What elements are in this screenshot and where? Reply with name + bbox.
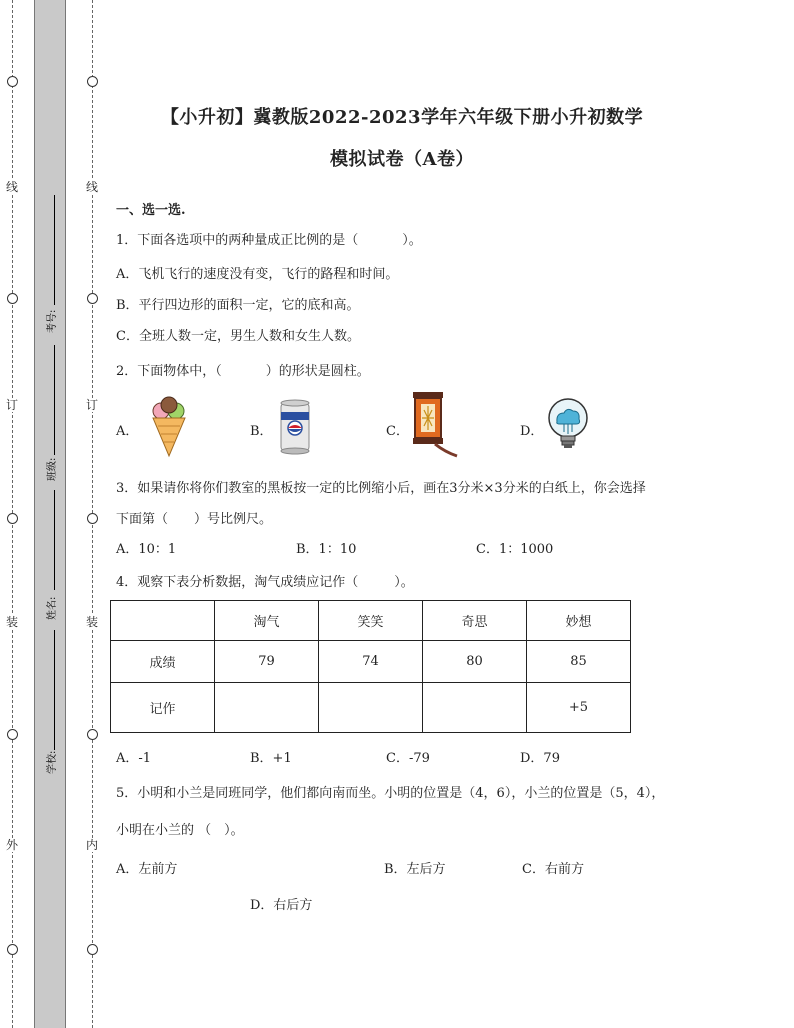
question-2-option-d[interactable]: D． [520, 424, 544, 439]
binding-hole [87, 729, 98, 740]
question-3-stem-text: 下面第（ [116, 512, 169, 527]
margin-char-ding: 订 [86, 398, 99, 412]
field-school-label: 学校: [47, 750, 58, 774]
table-cell [111, 601, 215, 641]
ice-cream-icon [150, 396, 188, 458]
field-class-line[interactable] [54, 345, 55, 455]
question-5-option-d[interactable]: D．右后方 [250, 898, 313, 913]
score-table [110, 600, 631, 733]
question-4-option-b[interactable]: B．+1 [250, 751, 292, 766]
question-5-stem-line2: 小明在小兰的 （ ）。 [116, 823, 244, 838]
table-cell: 记作 [111, 683, 215, 733]
table-cell: +5 [527, 683, 631, 733]
table-cell: 成绩 [111, 641, 215, 683]
margin-char-zhuang: 装 [6, 615, 19, 629]
margin-char-wai: 外 [6, 838, 19, 852]
page-subtitle: 模拟试卷（A卷） [330, 149, 474, 170]
question-5-option-b[interactable]: B．左后方 [384, 862, 446, 877]
field-school-line[interactable] [54, 630, 55, 750]
question-1-stem-text: 1．下面各选项中的两种量成正比例的是（ [116, 233, 359, 248]
binding-hole [87, 513, 98, 524]
lantern-icon [405, 390, 461, 462]
binding-hole [87, 944, 98, 955]
table-cell[interactable] [215, 683, 319, 733]
question-5-option-c[interactable]: C．右前方 [522, 862, 584, 877]
table-cell: 淘气 [215, 601, 319, 641]
margin-char-line: 线 [86, 180, 99, 194]
binding-hole [7, 513, 18, 524]
question-4-stem [116, 571, 414, 590]
question-5-stem-line1: 5．小明和小兰是同班同学，他们都向南而坐。小明的位置是（4，6），小兰的位置是（5，4）， [116, 786, 665, 801]
question-4-option-c[interactable]: C．-79 [386, 751, 430, 766]
question-4-option-a[interactable]: A．-1 [116, 751, 152, 766]
question-3-stem-line1: 3．如果请你将你们教室的黑板按一定的比例缩小后，画在3分米×3分米的白纸上，你会选择 [116, 481, 646, 496]
table-cell: 79 [215, 641, 319, 683]
question-2-stem-text: 2．下面物体中，（ [116, 364, 222, 379]
table-row [111, 683, 631, 733]
question-5-option-a[interactable]: A．左前方 [116, 862, 178, 877]
binding-hole [7, 944, 18, 955]
table-row [111, 601, 631, 641]
question-2-option-b[interactable]: B． [250, 424, 273, 439]
question-1-option-b[interactable]: B．平行四边形的面积一定，它的底和高。 [116, 298, 360, 313]
page-title: 【小升初】冀教版2022-2023学年六年级下册小升初数学 [160, 107, 644, 128]
question-2-stem [116, 360, 370, 379]
table-cell: 85 [527, 641, 631, 683]
field-name-line[interactable] [54, 490, 55, 590]
question-2-option-a[interactable]: A． [116, 424, 139, 439]
question-3-option-c[interactable]: C．1：1000 [476, 542, 554, 557]
binding-hole [7, 76, 18, 87]
table-cell[interactable] [423, 683, 527, 733]
lightbulb-icon [546, 398, 590, 456]
field-exam-number-line[interactable] [54, 195, 55, 305]
section-heading: 一、选一选. [116, 203, 186, 218]
field-exam-number-label: 考号: [47, 309, 58, 333]
question-4-stem-end: ）。 [394, 575, 414, 590]
question-1-option-a[interactable]: A．飞机飞行的速度没有变，飞行的路程和时间。 [116, 267, 399, 282]
binding-hole [7, 729, 18, 740]
question-2-option-c[interactable]: C． [386, 424, 409, 439]
binding-hole [87, 293, 98, 304]
table-cell[interactable] [319, 683, 423, 733]
question-3-option-a[interactable]: A．10：1 [116, 542, 177, 557]
table-cell: 奇思 [423, 601, 527, 641]
table-cell: 笑笑 [319, 601, 423, 641]
question-1-stem [116, 229, 422, 248]
table-cell: 74 [319, 641, 423, 683]
question-1-stem-end: ）。 [402, 233, 422, 248]
binding-hole [7, 293, 18, 304]
field-class-label: 班级: [47, 457, 58, 481]
margin-char-zhuang: 装 [86, 615, 99, 629]
question-4-option-d[interactable]: D．79 [520, 751, 560, 766]
margin-char-ding: 订 [6, 398, 19, 412]
table-row [111, 641, 631, 683]
table-cell: 80 [423, 641, 527, 683]
table-cell: 妙想 [527, 601, 631, 641]
question-1-option-c[interactable]: C．全班人数一定，男生人数和女生人数。 [116, 329, 360, 344]
margin-char-nei: 内 [86, 838, 99, 852]
question-3-option-b[interactable]: B．1：10 [296, 542, 357, 557]
binding-strip [34, 0, 66, 1028]
question-4-stem-text: 4．观察下表分析数据，淘气成绩应记作（ [116, 575, 359, 590]
soda-can-icon [278, 398, 312, 456]
question-2-stem-end: ）的形状是圆柱。 [265, 364, 370, 379]
question-3-stem-end: ）号比例尺。 [194, 512, 273, 527]
binding-hole [87, 76, 98, 87]
margin-char-line: 线 [6, 180, 19, 194]
field-name-label: 姓名: [47, 596, 58, 620]
question-3-stem-line2 [116, 508, 272, 527]
